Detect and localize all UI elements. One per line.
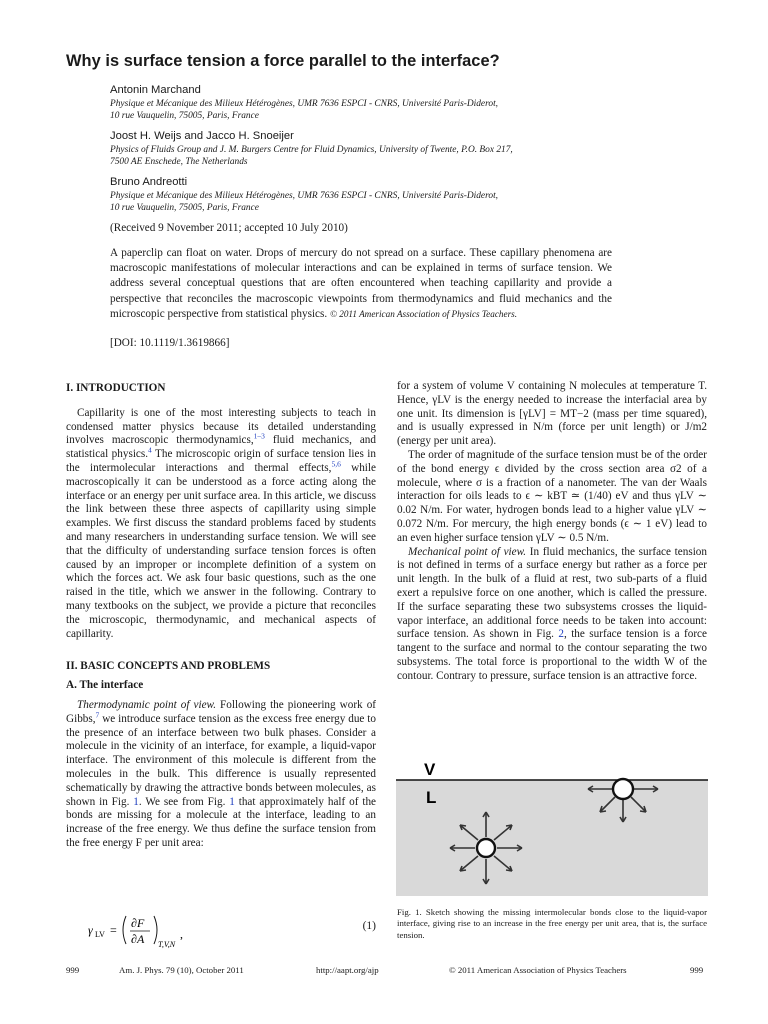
affiliation-line: 10 rue Vauquelin, 75005, Paris, France <box>110 111 259 122</box>
author-2-name: Joost H. Weijs and Jacco H. Snoeijer <box>110 130 294 142</box>
left-column <box>66 382 376 851</box>
affiliation-line: Physique et Mécanique des Milieux Hétérogènes, UMR 7636 ESPCI - CNRS, Université Paris-Diderot, <box>110 99 499 109</box>
affiliation-line: 10 rue Vauquelin, 75005, Paris, France <box>110 203 259 214</box>
footer-journal: Am. J. Phys. 79 (10), October 2011 <box>119 965 244 975</box>
author-1-affiliation <box>110 98 670 123</box>
svg-text:γ: γ <box>88 923 93 937</box>
figure-1 <box>396 758 708 896</box>
abstract <box>110 246 612 322</box>
liquid-region <box>396 780 708 896</box>
subsection-a-heading: A. The interface <box>66 679 144 692</box>
figure-1-caption: Fig. 1. Sketch showing the missing intermolecular bonds close to the liquid-vapor interface, giving rise to an increase in the free energy per unit area, that is, the surface tension. <box>397 907 707 940</box>
affiliation-line: Physique et Mécanique des Milieux Hétérogènes, UMR 7636 ESPCI - CNRS, Université Paris-Diderot, <box>110 191 499 201</box>
label-liquid: L <box>426 788 437 807</box>
figure-link[interactable]: 1 <box>229 795 235 808</box>
received-dates: (Received 9 November 2011; accepted 10 July 2010) <box>110 222 348 234</box>
interface-molecule <box>613 779 633 799</box>
section-1-heading: I. INTRODUCTION <box>66 382 166 394</box>
right-column <box>397 380 707 684</box>
author-3-name: Bruno Andreotti <box>110 176 188 188</box>
intro-paragraph: Capillarity is one of the most interesting subjects to teach in condensed matter physics because its detailed understanding involves macroscopic thermodynamics,$^{1-3}$ fluid mechanics, and statistical physics.$^4$ The microscopic origin of surface tension lies in the intermolecular interactions and thermal effects,$^{5,6}$ while macroscopically it can be understood as a force acting along the interface or an energy per unit surface area. In this article, we discuss the link between these three aspects of capillarity using simple examples. We first discuss the standard problems faced by students and many researchers in understanding surface tension. We will see that the difficulty of understanding surface tension forces is often caused by an improper or incomplete definition of a system on which the forces act. We ask four basic questions, such as the one raised in the title, which we answer in the following. Contrary to many textbooks on the subject, we provide a picture that reconciles the microscopic, thermodynamic, and mechanical aspects of capillarity. <box>66 406 376 640</box>
author-2-affiliation <box>110 144 670 169</box>
footer-copyright: © 2011 American Association of Physics Teachers <box>449 965 627 975</box>
svg-text:T,V,N: T,V,N <box>158 940 176 949</box>
svg-text:LV: LV <box>95 930 105 939</box>
section-2-heading: II. BASIC CONCEPTS AND PROBLEMS <box>66 660 271 673</box>
author-1-name: Antonin Marchand <box>110 84 201 96</box>
author-3-affiliation <box>110 190 670 215</box>
equation-1 <box>88 906 376 954</box>
equation-number: (1) <box>362 920 376 932</box>
affiliation-line: 7500 AE Enschede, The Netherlands <box>110 157 248 168</box>
citation[interactable]: 5,6 <box>331 459 341 469</box>
figure-link[interactable]: 1 <box>133 795 139 808</box>
svg-text:=: = <box>110 923 117 937</box>
affiliation-line: Physics of Fluids Group and J. M. Burgers Centre for Fluid Dynamics, University of Twente, P.O. Box 217, <box>110 145 513 155</box>
mechanical-paragraph: Mechanical point of view. In fluid mechanics, the surface tension is not defined in terms of a surface energy but rather as a force per unit length. In the bulk of a fluid at rest, two sub-parts of a fluid exert a repulsive force on one another, which is called the pressure. If the surface separating these two subsystems crosses the liquid-vapor interface, an additional force needs to be taken into account: surface tension. As shown in Fig. 2, the surface tension is a force tangent to the surface and normal to the contour separating the two subsystems. The total force is proportional to the width W of the contour. Contrary to pressure, surface tension is an attractive force. <box>397 545 707 682</box>
citation[interactable]: 7 <box>95 710 100 719</box>
abstract-text: A paperclip can float on water. Drops of mercury do not spread on a surface. These capillary phenomena are macroscopic manifestations of molecular interactions and can be explained in terms of surface tension. We address several conceptual questions that are often encountered when teaching capillarity and provide a perspective that reconciles the macroscopic viewpoints from thermodynamics and fluid mechanics and the microscopic perspective from statistical physics. <box>110 247 612 320</box>
paragraph: The order of magnitude of the surface tension must be of the order of the bond energy ϵ divided by the cross section area σ2 of a molecule, where σ is a fraction of a nanometer. The van der Waals interaction for oils leads to ϵ ∼ kBT ≃ (1/40) eV and thus γLV ∼ 0.02 N/m. For water, hydrogen bonds lead to a higher value γLV ∼ 0.072 N/m. For mercury, the high energy bonds (ϵ ∼ 1 eV) lead to an even higher surface tension γLV ∼ 0.5 N/m. <box>397 448 707 544</box>
label-vapor: V <box>424 760 436 779</box>
citation[interactable]: 1–3 <box>253 431 265 441</box>
svg-text:,: , <box>180 927 183 941</box>
footer-page-right: 999 <box>690 965 704 975</box>
citation[interactable]: 4 <box>148 445 152 455</box>
doi: [DOI: 10.1119/1.3619866] <box>110 337 230 349</box>
bulk-molecule <box>477 839 495 857</box>
figure-link[interactable]: 2 <box>558 628 564 641</box>
equation-formula <box>88 906 288 954</box>
abstract-copyright: © 2011 American Association of Physics Teachers. <box>329 308 518 319</box>
footer-url[interactable]: http://aapt.org/ajp <box>316 965 379 975</box>
footer-page-left: 999 <box>66 965 80 975</box>
figure-1-sketch <box>396 758 708 896</box>
svg-text:∂A: ∂A <box>131 932 145 946</box>
svg-text:∂F: ∂F <box>131 916 145 930</box>
thermo-paragraph: Thermodynamic point of view. Following the pioneering work of Gibbs,$^7$ we introduce surface tension as the excess free energy due to the presence of an interface between two bulk phases. Consider a molecule in the vicinity of an interface, for example, a liquid-vapor interface. The environment of this molecule is different from the molecules in the bulk. This difference is usually represented schematically by drawing the attractive bonds between molecules, as shown in Fig. 1. We see from Fig. 1 that approximately half of the bonds are missing for a molecule at the interface, leading to an increase of the free energy. We thus define the surface tension from the free energy F per unit area: <box>66 698 377 849</box>
paragraph: for a system of volume V containing N molecules at temperature T. Hence, γLV is the energy needed to increase the interfacial area by one unit. Its dimension is [γLV] = MT−2 (mass per time squared), and is usually expressed in N/m (force per unit length) or J/m2 (energy per unit area). <box>397 380 707 448</box>
paper-title: Why is surface tension a force parallel to the interface? <box>66 52 500 70</box>
